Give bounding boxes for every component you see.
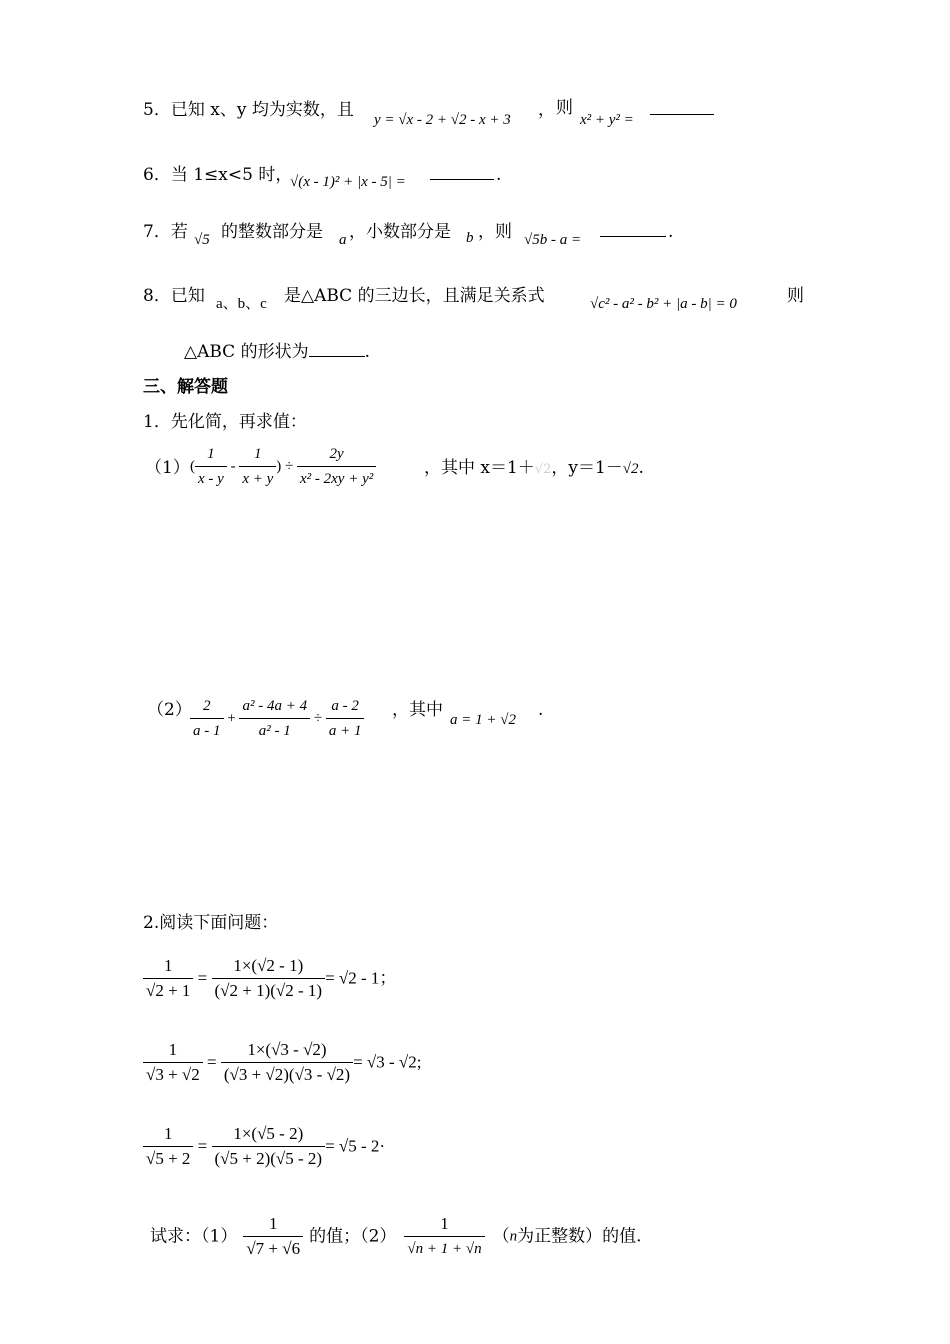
- q6-equation: √(x - 1)² + |x - 5| =: [290, 174, 406, 190]
- p2-ask: [150, 1214, 642, 1266]
- q7-answer-blank: [600, 222, 666, 242]
- p2-e1-middle: $\frac{1\times(√2 - 1)}{(√2 + 1)(√2 - 1)}$: [212, 956, 326, 1001]
- q7-end: .: [668, 222, 674, 242]
- p2-example-2: $\frac{1}{√3 + √2}$ = $\frac{1\times(√3 - √2)}{(√3 + √2)(√3 - √2)}$ = √3 - √2;: [143, 1040, 421, 1096]
- p1-s2-label: （2）: [147, 700, 192, 720]
- p2-e2-result: = √3 - √2;: [353, 1052, 422, 1072]
- p1-s1-frac1: $\frac{1}{x - y}$: [195, 444, 227, 489]
- p2-example-1: $\frac{1}{√2 + 1}$ = $\frac{1\times(√2 - 1)}{(√2 + 1)(√2 - 1)}$ = √2 - 1；: [143, 956, 396, 1012]
- q5-ask-expression: x² + y² =: [580, 112, 634, 128]
- q7-number: 7．: [143, 222, 171, 242]
- q5-comma: ，: [538, 100, 555, 120]
- p1-s2-condition: a = 1 + √2: [450, 712, 516, 728]
- q8-vars: a、b、c: [216, 296, 267, 312]
- q7-sqrt5: √5: [194, 232, 210, 248]
- question-5: [143, 100, 354, 120]
- q8-end: .: [364, 342, 370, 362]
- p1-s1-label: （1）: [145, 458, 190, 478]
- p2-e1-result: = √2 - 1；: [325, 968, 397, 988]
- q6-number: 6．: [143, 165, 171, 185]
- q7-text-then: ，则: [478, 222, 512, 242]
- q7-text-integer-part: 的整数部分是: [221, 222, 323, 242]
- q5-then: 则: [556, 98, 573, 118]
- p1-s2-end: .: [538, 700, 544, 720]
- q6-end: .: [496, 165, 502, 185]
- p1-s2-frac1: $\frac{2}{a - 1}$: [190, 696, 224, 741]
- q8-shape-text: △ABC 的形状为: [184, 342, 309, 362]
- p2-ask-frac2: $\frac{1}{√n + 1 + √n}$: [404, 1214, 484, 1259]
- p2-ask-var-n: n: [509, 1228, 518, 1245]
- q6-text: 当 1≤x<5 时，: [170, 165, 293, 185]
- question-7: [143, 222, 188, 242]
- p1-s2-frac3: $\frac{a - 2}{a + 1}$: [326, 696, 365, 741]
- q7-var-b: b: [466, 230, 474, 246]
- p1-s1-text: ，其中 x＝1＋√2，y＝1－√2.: [424, 458, 644, 478]
- q8-text-triangle: 是△ABC 的三边长，且满足关系式: [284, 286, 545, 306]
- q8-equation: √c² - a² - b² + |a - b| = 0: [590, 296, 737, 312]
- p2-e1-lhs: $\frac{1}{√2 + 1}$: [143, 956, 193, 1001]
- q7-text-decimal-part: ，小数部分是: [349, 222, 451, 242]
- q7-equation: √5b - a =: [524, 232, 582, 248]
- q8-line2: [184, 342, 370, 362]
- question-6: [143, 165, 292, 185]
- p2-example-3: $\frac{1}{√5 + 2}$ = $\frac{1\times(√5 - 2)}{(√5 + 2)(√5 - 2)}$ = √5 - 2·: [143, 1124, 385, 1180]
- q8-text-given: 已知: [170, 286, 205, 306]
- p1-s1-sqrt2: √2: [622, 461, 639, 477]
- problem-1-title: 1．先化简，再求值：: [143, 412, 307, 432]
- q7-var-a: a: [339, 232, 347, 248]
- question-8: [143, 286, 205, 306]
- q6-answer-blank: [430, 165, 494, 185]
- q5-text: 已知 x、y 均为实数，且: [170, 100, 354, 120]
- p1-s1-expression: ( $\frac{1}{x - y}$ - $\frac{1}{x + y}$ ) ÷ $\frac{2y}{\text{x² - 2xy + y²}}$: [190, 444, 376, 490]
- p2-e2-lhs: $\frac{1}{√3 + √2}$: [143, 1040, 203, 1085]
- p1-s1-faded-sqrt2: √2: [534, 462, 552, 477]
- p1-s2-frac2: $\frac{\text{a² - 4a + 4}}{\text{a² - 1}}$: [239, 696, 310, 741]
- p2-e3-middle: $\frac{1\times(√5 - 2)}{(√5 + 2)(√5 - 2)}$: [212, 1124, 326, 1169]
- p2-e2-middle: $\frac{1\times(√3 - √2)}{(√3 + √2)(√3 - √2)}$: [221, 1040, 353, 1085]
- p2-ask-text-4: 为正整数）的值.: [517, 1226, 642, 1247]
- q8-number: 8．: [143, 286, 171, 306]
- section-title: 三、解答题: [143, 377, 228, 397]
- q8-answer-blank: [309, 342, 365, 357]
- q5-number: 5．: [143, 100, 171, 120]
- p2-e3-lhs: $\frac{1}{√5 + 2}$: [143, 1124, 193, 1169]
- p1-s2-text: ，其中: [392, 700, 443, 720]
- p1-s1-frac2: $\frac{1}{x + y}$: [239, 444, 276, 489]
- problem-2-title: 2.阅读下面问题：: [143, 913, 279, 933]
- p2-ask-text-1: 试求：（1）: [150, 1226, 238, 1247]
- p2-ask-text-2: 的值；（2）: [309, 1226, 397, 1247]
- p2-ask-text-3: （: [492, 1226, 510, 1247]
- p1-s1-frac3: $\frac{2y}{\text{x² - 2xy + y²}}$: [297, 444, 376, 489]
- q5-answer-blank: [650, 100, 714, 120]
- q7-text-if: 若: [170, 222, 188, 242]
- q5-equation-y: y = √x - 2 + √2 - x + 3: [374, 112, 511, 128]
- p1-s2-expression: $\frac{2}{a - 1}$ + $\frac{\text{a² - 4a + 4}}{\text{a² - 1}}$ ÷ $\frac{a - 2}{a + 1}$: [190, 696, 364, 748]
- q8-text-then: 则: [787, 286, 804, 306]
- p2-e3-result: = √5 - 2·: [325, 1136, 386, 1156]
- p2-ask-frac1: $\frac{1}{√7 + √6}$: [243, 1214, 303, 1259]
